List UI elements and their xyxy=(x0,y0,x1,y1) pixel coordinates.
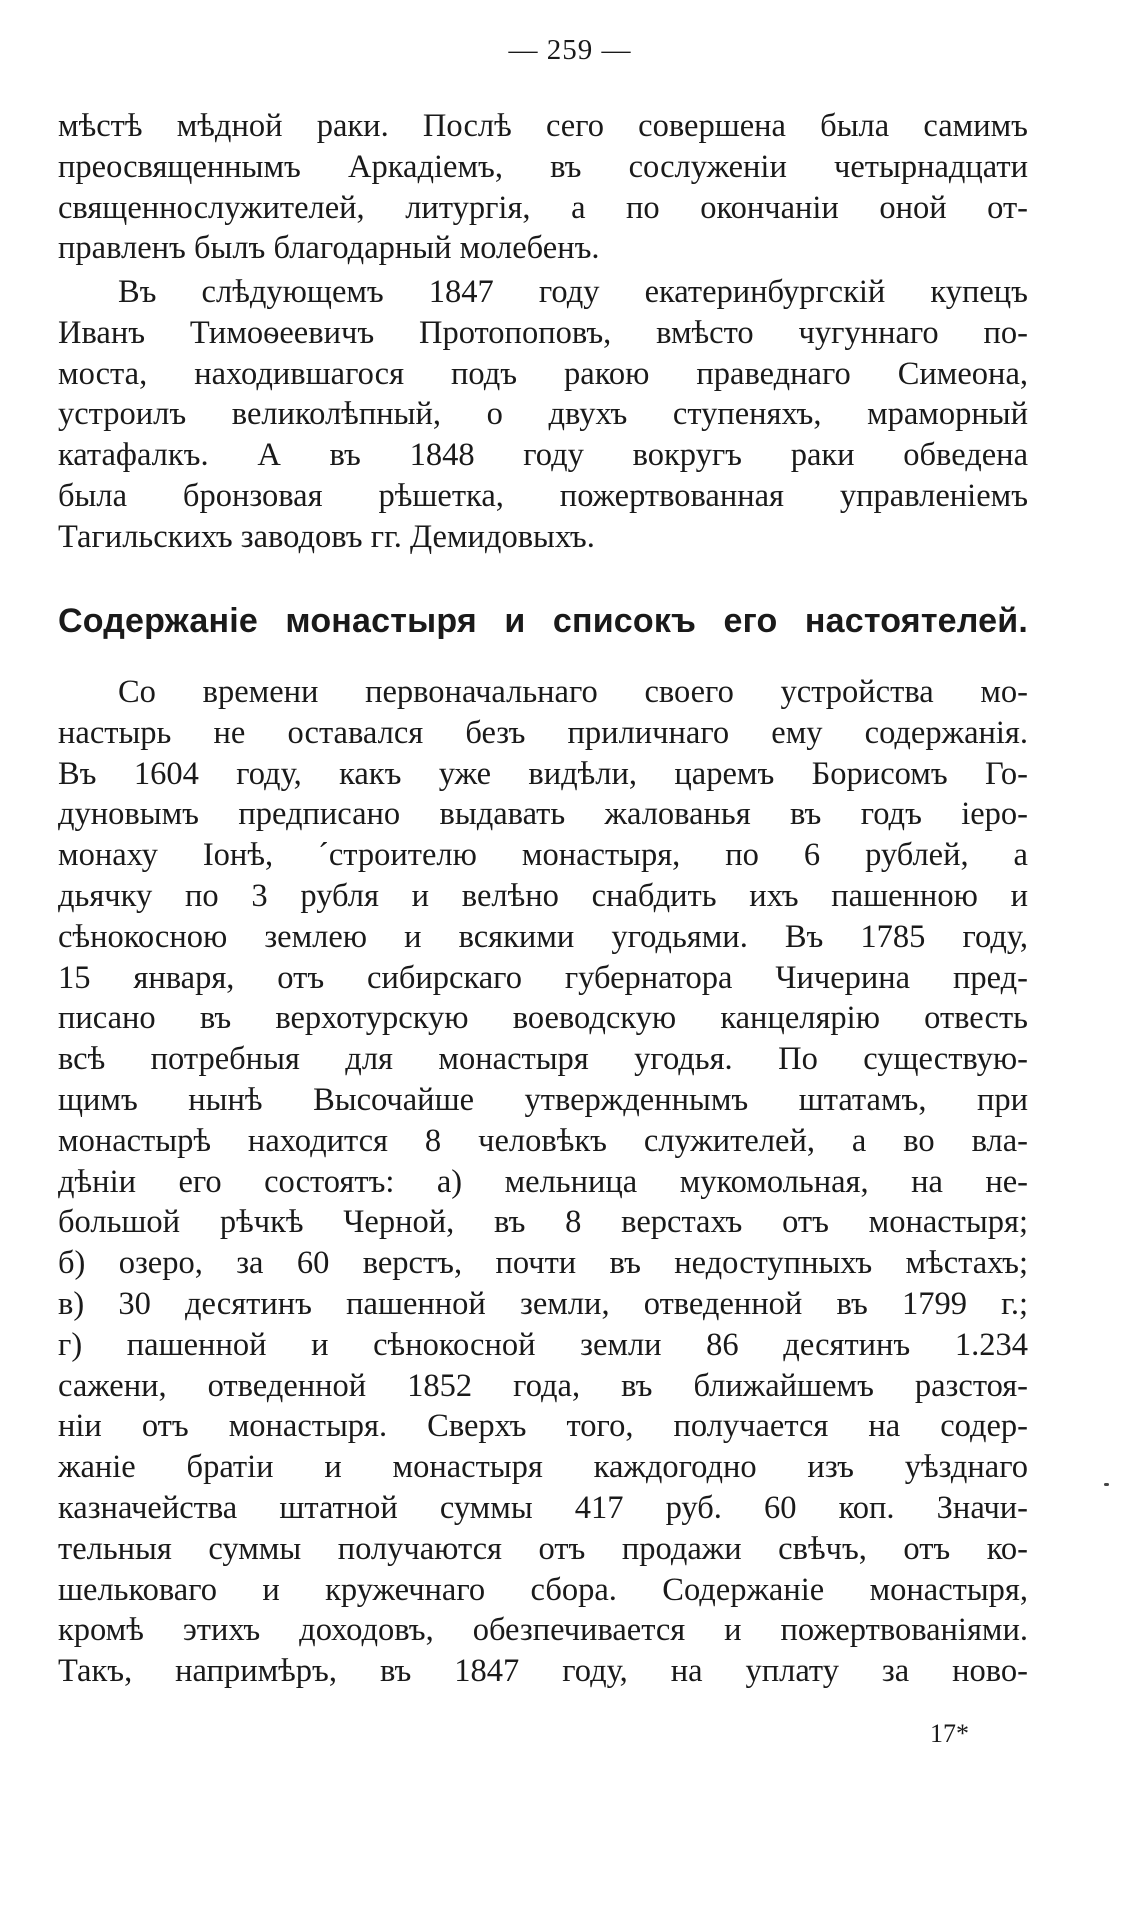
paragraph-3-line: шельковаго и кружечнаго сбора. Содержаніе монастыря, xyxy=(58,1571,1028,1608)
paragraph-3-line: дьячку по 3 рубля и велѣно снабдить ихъ пашенною и xyxy=(58,877,1028,914)
paragraph-3-line: всѣ потребныя для монастыря угодья. По существую- xyxy=(58,1041,1028,1078)
paragraph-3-line: ніи отъ монастыря. Сверхъ того, получается на содер- xyxy=(58,1408,1028,1445)
paragraph-3-line: настырь не оставался безъ приличнаго ему содержанія. xyxy=(58,714,1028,751)
paragraph-3-line: сажени, отведенной 1852 года, въ ближайшемъ разстоя- xyxy=(58,1367,1028,1404)
paragraph-3-line: г) пашенной и сѣнокосной земли 86 десятинъ 1.234 xyxy=(58,1326,1028,1363)
paragraph-3-line: жаніе братіи и монастыря каждогодно изъ уѣзднаго xyxy=(58,1449,1028,1486)
paragraph-3-line: монастырѣ находится 8 человѣкъ служителей, а во вла- xyxy=(58,1122,1028,1159)
paragraph-1-line: правленъ былъ благодарный молебенъ. xyxy=(58,230,600,267)
scan-speck xyxy=(1104,1483,1109,1486)
paragraph-2-line: Въ слѣдующемъ 1847 году екатеринбургскій купецъ xyxy=(118,274,1028,310)
paragraph-3-line: в) 30 десятинъ пашенной земли, отведенной въ 1799 г.; xyxy=(58,1285,1028,1322)
paragraph-1 xyxy=(58,106,1028,269)
paragraph-1-line: мѣстѣ мѣдной раки. Послѣ сего совершена была самимъ xyxy=(58,108,1028,144)
paragraph-3-line: тельныя суммы получаются отъ продажи свѣчъ, отъ ко- xyxy=(58,1530,1028,1567)
paragraph-3-line: большой рѣчкѣ Черной, въ 8 верстахъ отъ монастыря; xyxy=(58,1204,1028,1241)
paragraph-3 xyxy=(58,672,1028,1692)
paragraph-2-line: Иванъ Тимоѳеевичъ Протопоповъ, вмѣсто чугуннаго по- xyxy=(58,314,1028,351)
paragraph-3-line: казначейства штатной суммы 417 руб. 60 коп. Значи- xyxy=(58,1489,1028,1526)
paragraph-2-line: катафалкъ. А въ 1848 году вокругъ раки обведена xyxy=(58,437,1028,474)
paragraph-3-line: дѣніи его состоятъ: а) мельница мукомольная, на не- xyxy=(58,1163,1028,1200)
page-number: — 259 — xyxy=(508,34,632,66)
paragraph-3-line: б) озеро, за 60 верстъ, почти въ недоступныхъ мѣстахъ; xyxy=(58,1245,1028,1282)
printer-signature-mark: 17* xyxy=(930,1719,969,1748)
paragraph-2-line: была бронзовая рѣшетка, пожертвованная управленіемъ xyxy=(58,477,1028,514)
paragraph-3-line: Со времени первоначальнаго своего устройства мо- xyxy=(118,674,1028,710)
paragraph-3-line: Такъ, напримѣръ, въ 1847 году, на уплату за ново- xyxy=(58,1653,1028,1690)
paragraph-3-line: писано въ верхотурскую воеводскую канцелярію отвесть xyxy=(58,1000,1028,1037)
paragraph-2-line: Тагильскихъ заводовъ гг. Демидовыхъ. xyxy=(58,518,595,555)
paragraph-3-line: щимъ нынѣ Высочайше утвержденнымъ штатамъ, при xyxy=(58,1081,1028,1118)
paragraph-3-line: кромѣ этихъ доходовъ, обезпечивается и пожертвованіями. xyxy=(58,1612,1028,1649)
section-heading: Содержаніе монастыря и списокъ его настоятелей. xyxy=(58,602,1028,640)
paragraph-2-line: моста, находившагося подъ ракою праведнаго Симеона, xyxy=(58,355,1028,392)
paragraph-1-line: преосвященнымъ Аркадіемъ, въ сослуженіи четырнадцати xyxy=(58,148,1028,185)
paragraph-3-line: 15 января, отъ сибирскаго губернатора Чичерина пред- xyxy=(58,959,1028,996)
paragraph-3-line: дуновымъ предписано выдавать жалованья въ годъ іеро- xyxy=(58,796,1028,833)
paragraph-2-line: устроилъ великолѣпный, о двухъ ступеняхъ, мраморный xyxy=(58,396,1028,433)
paragraph-3-line: Въ 1604 году, какъ уже видѣли, царемъ Борисомъ Го- xyxy=(58,755,1028,792)
paragraph-3-line: монаху Іонѣ, ´строителю монастыря, по 6 рублей, а xyxy=(58,837,1028,874)
paragraph-1-line: священнослужителей, литургія, а по окончаніи оной от- xyxy=(58,189,1028,226)
paragraph-2 xyxy=(58,272,1028,558)
paragraph-3-line: сѣнокосною землею и всякими угодьями. Въ 1785 году, xyxy=(58,918,1028,955)
